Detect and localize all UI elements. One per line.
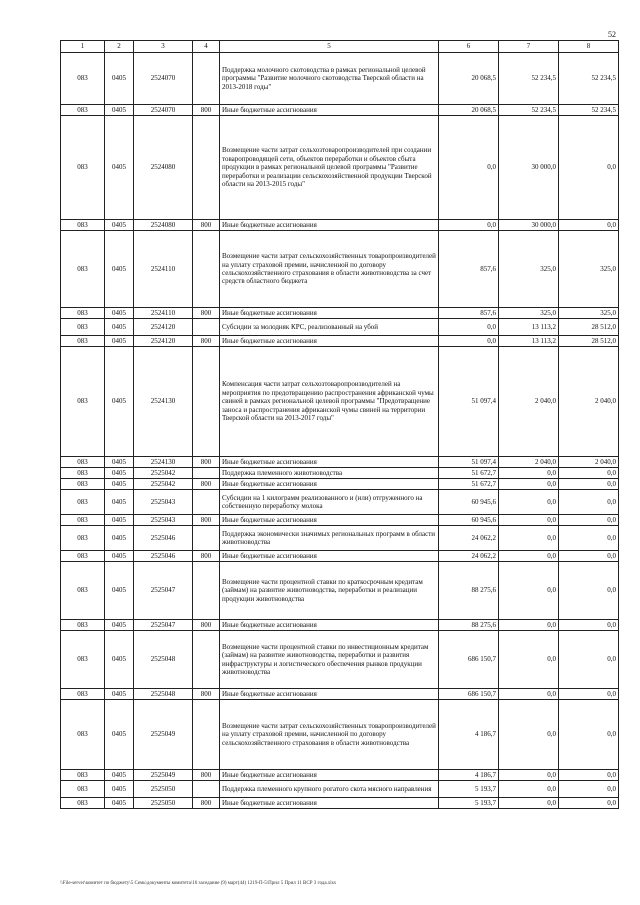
amount-col7: 0,0 <box>499 798 559 809</box>
column-header: 6 <box>439 41 499 53</box>
amount-col6: 51 672,7 <box>439 479 499 490</box>
amount-col8: 0,0 <box>559 781 619 798</box>
expense-name: Возмещение части затрат сельскохозяйственных товаропроизводителей на уплату страховой премии, начисленной по договору сельскохозяйственного страхования в области животноводства <box>220 700 439 770</box>
expense-name: Возмещение части затрат сельхозтоваропроизводителей при создании товаропроводящей сети, объектов переработки и объектов сбыта продукции в рамках региональной целевой программы "Развитие переработки и реализации сельскохозяйственной продукции Тверской области на 2013-2015 годы" <box>220 116 439 220</box>
expense-name: Иные бюджетные ассигнования <box>220 689 439 700</box>
amount-col7: 2 040,0 <box>499 457 559 468</box>
section-code: 0405 <box>105 319 134 336</box>
table-row <box>61 347 619 457</box>
amount-col6: 0,0 <box>439 336 499 347</box>
table-row <box>61 457 619 468</box>
amount-col7: 0,0 <box>499 515 559 526</box>
amount-col6: 4 186,7 <box>439 770 499 781</box>
target-article-code: 2525047 <box>134 562 193 620</box>
amount-col8: 0,0 <box>559 620 619 631</box>
section-code: 0405 <box>105 562 134 620</box>
table-row <box>61 689 619 700</box>
ministry-code: 083 <box>61 457 105 468</box>
ministry-code: 083 <box>61 562 105 620</box>
table-row <box>61 515 619 526</box>
expense-name: Возмещение части процентной ставки по краткосрочным кредитам (займам) на развитие животноводства, переработки и реализации продукции животноводства <box>220 562 439 620</box>
amount-col8: 0,0 <box>559 490 619 515</box>
amount-col6: 0,0 <box>439 116 499 220</box>
amount-col6: 24 062,2 <box>439 551 499 562</box>
amount-col8: 0,0 <box>559 515 619 526</box>
expense-type-code: 800 <box>193 479 220 490</box>
table-row <box>61 770 619 781</box>
section-code: 0405 <box>105 781 134 798</box>
expense-type-code: 800 <box>193 457 220 468</box>
target-article-code: 2524080 <box>134 116 193 220</box>
amount-col8: 0,0 <box>559 562 619 620</box>
target-article-code: 2525048 <box>134 631 193 689</box>
expense-type-code: 800 <box>193 551 220 562</box>
amount-col7: 0,0 <box>499 479 559 490</box>
amount-col6: 857,6 <box>439 231 499 308</box>
section-code: 0405 <box>105 105 134 116</box>
ministry-code: 083 <box>61 479 105 490</box>
column-header: 2 <box>105 41 134 53</box>
budget-table <box>60 40 619 809</box>
ministry-code: 083 <box>61 319 105 336</box>
section-code: 0405 <box>105 347 134 457</box>
table-row <box>61 116 619 220</box>
table-row <box>61 468 619 479</box>
target-article-code: 2525042 <box>134 479 193 490</box>
expense-name: Возмещение части процентной ставки по инвестиционным кредитам (займам) на развитие животноводства, переработки и развития инфраструктуры и логистического обеспечения рынков продукции животноводства <box>220 631 439 689</box>
amount-col8: 52 234,5 <box>559 105 619 116</box>
expense-name: Иные бюджетные ассигнования <box>220 457 439 468</box>
ministry-code: 083 <box>61 220 105 231</box>
column-header: 3 <box>134 41 193 53</box>
amount-col7: 0,0 <box>499 562 559 620</box>
amount-col8: 0,0 <box>559 551 619 562</box>
ministry-code: 083 <box>61 620 105 631</box>
amount-col7: 30 000,0 <box>499 220 559 231</box>
amount-col8: 0,0 <box>559 479 619 490</box>
table-row <box>61 336 619 347</box>
file-path-footer: \\File-server\комитет по бюджету\5 Семь\документы комитета\16 заседание (9) март(44) 1219-П-5\Прил 5 Прил 11 ВСР 3 года.xlsx <box>60 881 337 886</box>
table-row <box>61 551 619 562</box>
table-row <box>61 479 619 490</box>
expense-name: Иные бюджетные ассигнования <box>220 105 439 116</box>
expense-name: Иные бюджетные ассигнования <box>220 479 439 490</box>
expense-name: Поддержка племенного животноводства <box>220 468 439 479</box>
amount-col7: 0,0 <box>499 770 559 781</box>
section-code: 0405 <box>105 116 134 220</box>
target-article-code: 2525046 <box>134 526 193 551</box>
amount-col6: 0,0 <box>439 220 499 231</box>
expense-type-code: 800 <box>193 798 220 809</box>
amount-col8: 0,0 <box>559 631 619 689</box>
amount-col7: 0,0 <box>499 526 559 551</box>
amount-col6: 88 275,6 <box>439 562 499 620</box>
amount-col8: 28 512,0 <box>559 319 619 336</box>
ministry-code: 083 <box>61 526 105 551</box>
target-article-code: 2524130 <box>134 457 193 468</box>
table-row <box>61 220 619 231</box>
target-article-code: 2524120 <box>134 336 193 347</box>
amount-col7: 13 113,2 <box>499 336 559 347</box>
expense-name: Компенсация части затрат сельхозтоваропроизводителей на мероприятия по предотвращению распространения африканской чумы свиней в рамках региональной целевой программы "Предотвращение заноса и распространения африканской чумы свиней на территории Тверской области на 2013-2017 годы" <box>220 347 439 457</box>
column-header: 7 <box>499 41 559 53</box>
target-article-code: 2525042 <box>134 468 193 479</box>
expense-type-code <box>193 700 220 770</box>
amount-col8: 0,0 <box>559 116 619 220</box>
amount-col7: 0,0 <box>499 700 559 770</box>
ministry-code: 083 <box>61 347 105 457</box>
table-row <box>61 231 619 308</box>
expense-name: Субсидии за молодняк КРС, реализованный на убой <box>220 319 439 336</box>
section-code: 0405 <box>105 53 134 105</box>
amount-col8: 2 040,0 <box>559 347 619 457</box>
amount-col8: 0,0 <box>559 468 619 479</box>
expense-type-code <box>193 562 220 620</box>
table-row <box>61 700 619 770</box>
target-article-code: 2525043 <box>134 515 193 526</box>
table-row <box>61 620 619 631</box>
expense-type-code <box>193 490 220 515</box>
table-row <box>61 105 619 116</box>
amount-col7: 0,0 <box>499 689 559 700</box>
amount-col8: 325,0 <box>559 308 619 319</box>
amount-col6: 686 150,7 <box>439 631 499 689</box>
column-header: 1 <box>61 41 105 53</box>
section-code: 0405 <box>105 620 134 631</box>
amount-col6: 4 186,7 <box>439 700 499 770</box>
expense-name: Возмещение части затрат сельскохозяйственных товаропроизводителей на уплату страховой премии, начисленной по договору сельскохозяйственного страхования в области животноводства за счет средств областного бюджета <box>220 231 439 308</box>
table-row <box>61 490 619 515</box>
target-article-code: 2524130 <box>134 347 193 457</box>
section-code: 0405 <box>105 689 134 700</box>
amount-col8: 0,0 <box>559 798 619 809</box>
ministry-code: 083 <box>61 336 105 347</box>
section-code: 0405 <box>105 457 134 468</box>
table-row <box>61 526 619 551</box>
table-row <box>61 798 619 809</box>
amount-col7: 52 234,5 <box>499 105 559 116</box>
section-code: 0405 <box>105 308 134 319</box>
amount-col6: 51 672,7 <box>439 468 499 479</box>
amount-col6: 88 275,6 <box>439 620 499 631</box>
expense-type-code: 800 <box>193 620 220 631</box>
expense-type-code <box>193 526 220 551</box>
expense-type-code: 800 <box>193 105 220 116</box>
amount-col8: 0,0 <box>559 526 619 551</box>
table-row <box>61 781 619 798</box>
ministry-code: 083 <box>61 631 105 689</box>
ministry-code: 083 <box>61 689 105 700</box>
amount-col8: 325,0 <box>559 231 619 308</box>
section-code: 0405 <box>105 468 134 479</box>
expense-name: Иные бюджетные ассигнования <box>220 308 439 319</box>
ministry-code: 083 <box>61 490 105 515</box>
ministry-code: 083 <box>61 231 105 308</box>
ministry-code: 083 <box>61 781 105 798</box>
amount-col7: 0,0 <box>499 490 559 515</box>
expense-name: Иные бюджетные ассигнования <box>220 515 439 526</box>
expense-type-code: 800 <box>193 336 220 347</box>
expense-name: Иные бюджетные ассигнования <box>220 798 439 809</box>
section-code: 0405 <box>105 231 134 308</box>
section-code: 0405 <box>105 336 134 347</box>
header-row <box>61 41 619 53</box>
expense-type-code: 800 <box>193 220 220 231</box>
expense-name: Иные бюджетные ассигнования <box>220 770 439 781</box>
ministry-code: 083 <box>61 551 105 562</box>
ministry-code: 083 <box>61 105 105 116</box>
amount-col7: 325,0 <box>499 308 559 319</box>
ministry-code: 083 <box>61 116 105 220</box>
amount-col7: 325,0 <box>499 231 559 308</box>
section-code: 0405 <box>105 526 134 551</box>
target-article-code: 2525049 <box>134 700 193 770</box>
expense-name: Поддержка экономически значимых региональных программ в области животноводства <box>220 526 439 551</box>
table-row <box>61 319 619 336</box>
amount-col6: 5 193,7 <box>439 798 499 809</box>
amount-col6: 20 068,5 <box>439 105 499 116</box>
amount-col8: 2 040,0 <box>559 457 619 468</box>
target-article-code: 2524120 <box>134 319 193 336</box>
amount-col6: 51 097,4 <box>439 457 499 468</box>
target-article-code: 2525046 <box>134 551 193 562</box>
section-code: 0405 <box>105 798 134 809</box>
amount-col6: 5 193,7 <box>439 781 499 798</box>
expense-type-code <box>193 781 220 798</box>
ministry-code: 083 <box>61 798 105 809</box>
amount-col8: 0,0 <box>559 700 619 770</box>
target-article-code: 2524110 <box>134 231 193 308</box>
amount-col6: 857,6 <box>439 308 499 319</box>
section-code: 0405 <box>105 515 134 526</box>
section-code: 0405 <box>105 479 134 490</box>
table-row <box>61 562 619 620</box>
ministry-code: 083 <box>61 515 105 526</box>
expense-name: Поддержка молочного скотоводства в рамках региональной целевой программы "Развитие молочного скотоводства Тверской области на 2013-2018 годы" <box>220 53 439 105</box>
target-article-code: 2524070 <box>134 105 193 116</box>
ministry-code: 083 <box>61 468 105 479</box>
section-code: 0405 <box>105 490 134 515</box>
target-article-code: 2525049 <box>134 770 193 781</box>
target-article-code: 2525050 <box>134 798 193 809</box>
amount-col8: 28 512,0 <box>559 336 619 347</box>
column-header: 4 <box>193 41 220 53</box>
target-article-code: 2524110 <box>134 308 193 319</box>
expense-name: Иные бюджетные ассигнования <box>220 551 439 562</box>
target-article-code: 2525048 <box>134 689 193 700</box>
expense-type-code <box>193 53 220 105</box>
amount-col7: 0,0 <box>499 631 559 689</box>
amount-col7: 0,0 <box>499 468 559 479</box>
page-number: 52 <box>608 30 616 39</box>
expense-name: Иные бюджетные ассигнования <box>220 620 439 631</box>
expense-type-code <box>193 231 220 308</box>
amount-col7: 52 234,5 <box>499 53 559 105</box>
ministry-code: 083 <box>61 700 105 770</box>
table-row <box>61 631 619 689</box>
target-article-code: 2525050 <box>134 781 193 798</box>
column-header: 5 <box>220 41 439 53</box>
amount-col7: 0,0 <box>499 781 559 798</box>
ministry-code: 083 <box>61 308 105 319</box>
section-code: 0405 <box>105 770 134 781</box>
section-code: 0405 <box>105 700 134 770</box>
expense-type-code: 800 <box>193 515 220 526</box>
section-code: 0405 <box>105 551 134 562</box>
ministry-code: 083 <box>61 53 105 105</box>
ministry-code: 083 <box>61 770 105 781</box>
table-row <box>61 53 619 105</box>
expense-name: Субсидии на 1 килограмм реализованного и (или) отгруженного на собственную переработку молока <box>220 490 439 515</box>
amount-col7: 2 040,0 <box>499 347 559 457</box>
expense-type-code <box>193 116 220 220</box>
expense-name: Иные бюджетные ассигнования <box>220 336 439 347</box>
expense-type-code: 800 <box>193 689 220 700</box>
section-code: 0405 <box>105 220 134 231</box>
amount-col6: 60 945,6 <box>439 490 499 515</box>
amount-col6: 0,0 <box>439 319 499 336</box>
expense-type-code <box>193 468 220 479</box>
expense-name: Иные бюджетные ассигнования <box>220 220 439 231</box>
expense-type-code <box>193 631 220 689</box>
expense-type-code: 800 <box>193 770 220 781</box>
expense-type-code <box>193 347 220 457</box>
amount-col6: 20 068,5 <box>439 53 499 105</box>
expense-name: Поддержка племенного крупного рогатого скота мясного направления <box>220 781 439 798</box>
amount-col8: 0,0 <box>559 689 619 700</box>
amount-col8: 0,0 <box>559 770 619 781</box>
amount-col6: 686 150,7 <box>439 689 499 700</box>
section-code: 0405 <box>105 631 134 689</box>
amount-col7: 13 113,2 <box>499 319 559 336</box>
target-article-code: 2524070 <box>134 53 193 105</box>
amount-col7: 0,0 <box>499 551 559 562</box>
amount-col7: 30 000,0 <box>499 116 559 220</box>
target-article-code: 2525043 <box>134 490 193 515</box>
amount-col8: 52 234,5 <box>559 53 619 105</box>
amount-col6: 24 062,2 <box>439 526 499 551</box>
amount-col8: 0,0 <box>559 220 619 231</box>
amount-col7: 0,0 <box>499 620 559 631</box>
target-article-code: 2524080 <box>134 220 193 231</box>
table-row <box>61 308 619 319</box>
amount-col6: 51 097,4 <box>439 347 499 457</box>
target-article-code: 2525047 <box>134 620 193 631</box>
column-header: 8 <box>559 41 619 53</box>
expense-type-code <box>193 319 220 336</box>
expense-type-code: 800 <box>193 308 220 319</box>
amount-col6: 60 945,6 <box>439 515 499 526</box>
